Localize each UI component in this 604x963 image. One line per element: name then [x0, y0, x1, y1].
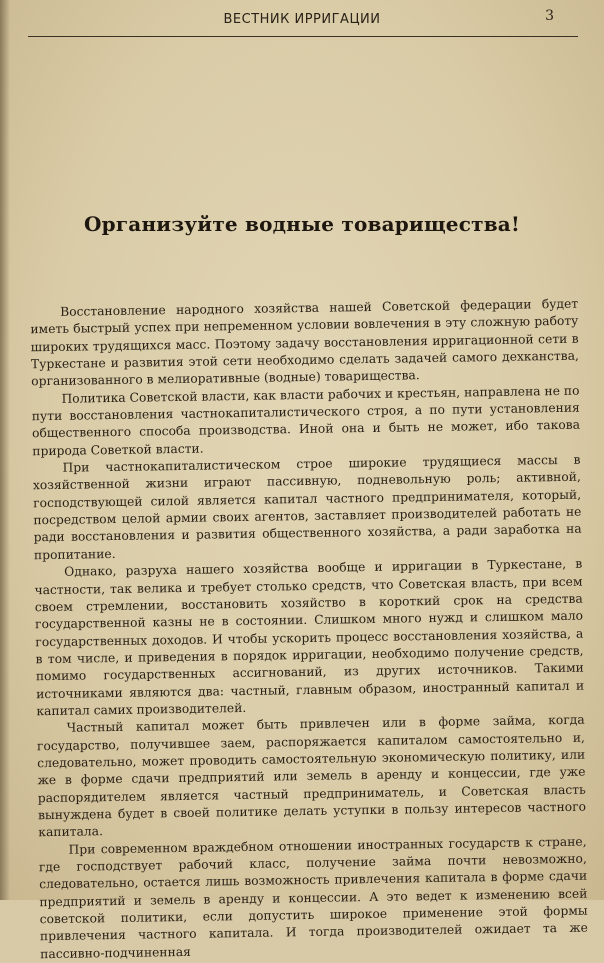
paragraph: При частнокапиталистическом строе широкие трудящиеся массы в хозяйственной жизни играют пассивную, подневольную роль; активной, господствующей силой является капитал частного предпринимателя, который, посредством целой армии своих агентов, заставляет производителей работать не ради восстановления и развития общественного хозяйства, а ради заработка на пропитание. — [32, 452, 582, 563]
paragraph: При современном враждебном отношении иностранных государств к стране, где господствует рабочий класс, получение займа почти невозможно, следовательно, остается лишь возможность привлечения капитала в форме сдачи предприятий и земель в аренду и концессии. А это ведет к изменению всей советской политики, если допустить широкое применение этой формы привлечения частного капитала. И тогда производителей ожидает та же пассивно-подчиненная — [38, 834, 589, 961]
page-number: 3 — [545, 8, 554, 24]
paragraph: Восстановление народного хозяйства нашей Советской федерации будет иметь быстрый успех при непременном условии вовлечения в эту сложную работу широких трудящихся масс. Поэтому задачу восстановления ирригационной сети в Туркестане и развития этой сети необходимо сделать задачей самого дехканства, организованного в мелиоративные (водные) товарищества. — [30, 296, 580, 389]
paragraph: Политика Советской власти, как власти рабочих и крестьян, направлена не по пути восстановления частнокапиталистического строя, а по пути установления общественного способа производства. Иной она и быть не может, ибо такова природа Советкой власти. — [31, 383, 581, 459]
header-rule — [28, 36, 578, 37]
article-body — [30, 296, 588, 963]
running-title: ВЕСТНИК ИРРИГАЦИИ — [223, 12, 381, 27]
page-header — [28, 8, 576, 32]
paragraph: Частный капитал может быть привлечен или в форме займа, когда государство, получившее заем, распоряжается капиталом самостоятельно и, следовательно, может проводить самостоятельную экономическую политику, или же в форме сдачи предприятий или земель в аренду и концессии, где уже распорядителем является частный предприниматель, и Советская власть вынуждена будет в своей политике делать уступки в пользу интересов частного капитала. — [36, 712, 587, 840]
paragraph: Однако, разруха нашего хозяйства вообще и ирригации в Туркестане, в частности, так велика и требует столько средств, что Советская власть, при всем своем стремлении, восстановить хозяйство в короткий срок на средства государственной казны не в состоянии. Слишком много нужд и слишком мало государственных доходов. И чтобы ускорить процесс восстановления хозяйства, а в том числе, и приведения в порядок ирригации, необходимо получение средств, помимо государственных ассигнований, из других источников. Такими источниками являются два: частный, главным образом, иностранный капитал и капитал самих производителей. — [34, 556, 585, 719]
article-title: Организуйте водные товарищества! — [84, 212, 520, 236]
